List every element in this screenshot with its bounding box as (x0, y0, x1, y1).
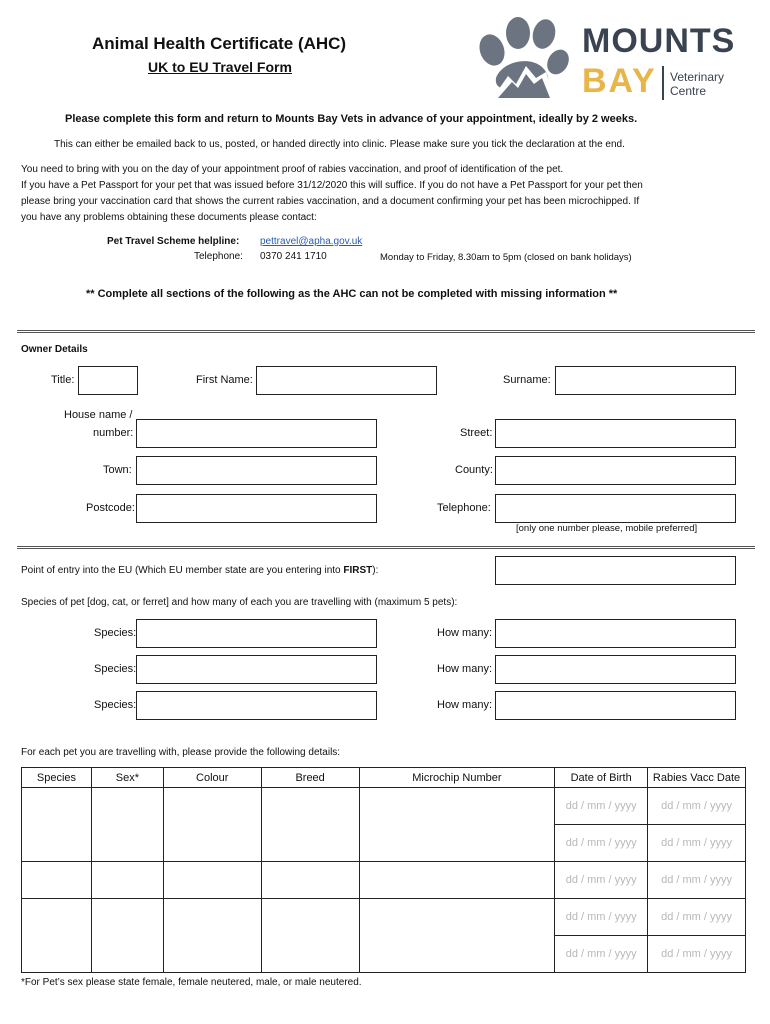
species-field-1[interactable] (136, 619, 377, 648)
surname-label: Surname: (503, 374, 551, 386)
table-row (22, 862, 746, 899)
column-header-breed: Breed (261, 768, 359, 788)
street-field[interactable] (495, 419, 736, 448)
table-row (22, 788, 746, 825)
microchip-cell[interactable] (359, 788, 555, 862)
species-label-2: Species: (94, 663, 137, 675)
intro-para-2: If you have a Pet Passport for your pet that was issued before 31/12/2020 this will suffice. If you do not have a Pet Passport for your pet then (21, 180, 643, 191)
how-many-label-3: How many: (437, 699, 493, 711)
first-name-label: First Name: (196, 374, 253, 386)
form-title: Animal Health Certificate (AHC) (92, 34, 347, 53)
species-label-3: Species: (94, 699, 137, 711)
column-header-microchip: Microchip Number (359, 768, 555, 788)
intro-line-2: This can either be emailed back to us, posted, or handed directly into clinic. Please make sure you tick the declaration at the end. (54, 139, 625, 150)
logo-veterinary: Veterinary (670, 70, 725, 84)
helpline-label: Pet Travel Scheme helpline: (107, 236, 240, 247)
column-header-sex: Sex* (91, 768, 163, 788)
entry-point-label-pre: Point of entry into the EU (Which EU member state are you entering into (21, 565, 344, 576)
intro-para-1: You need to bring with you on the day of your appointment proof of rabies vaccination, and proof of identification of the pet. (21, 164, 564, 175)
breed-cell[interactable] (261, 862, 359, 899)
pets-intro: For each pet you are travelling with, please provide the following details: (21, 747, 341, 758)
entry-point-label-bold: FIRST (343, 565, 373, 576)
mounts-bay-logo (474, 16, 748, 110)
how-many-label-1: How many: (437, 627, 493, 639)
species-intro: Species of pet [dog, cat, or ferret] and how many of each you are travelling with (maximum 5 pets): (21, 597, 458, 608)
title-field[interactable] (78, 366, 138, 395)
owner-telephone-label: Telephone: (437, 502, 491, 514)
dob-cell[interactable]: dd / mm / yyyy (555, 788, 648, 825)
entry-point-label-post: ): (372, 565, 379, 576)
species-field-2[interactable] (136, 655, 377, 684)
rabies-vacc-cell[interactable]: dd / mm / yyyy (648, 899, 746, 936)
species-field-3[interactable] (136, 691, 377, 720)
table-header-row (22, 768, 746, 788)
breed-cell[interactable] (261, 899, 359, 973)
logo-bay: BAY (582, 62, 657, 100)
first-name-field[interactable] (256, 366, 437, 395)
how-many-label-2: How many: (437, 663, 493, 675)
colour-cell[interactable] (163, 788, 261, 862)
paw-icon (474, 16, 574, 110)
town-label: Town: (103, 464, 132, 476)
intro-para-4: you have any problems obtaining these documents please contact: (21, 212, 317, 223)
dob-cell[interactable]: dd / mm / yyyy (555, 825, 648, 862)
logo-divider (662, 66, 664, 100)
section-divider (17, 330, 755, 333)
sex-cell[interactable] (91, 899, 163, 973)
helpline-email-link[interactable]: pettravel@apha.gov.uk (260, 236, 363, 247)
species-label-1: Species: (94, 627, 137, 639)
postcode-label: Postcode: (86, 502, 135, 514)
house-label-line-1: House name / (64, 409, 133, 421)
county-field[interactable] (495, 456, 736, 485)
entry-point-label (21, 565, 378, 576)
helpline-hours: Monday to Friday, 8.30am to 5pm (closed on bank holidays) (380, 252, 632, 263)
warning-text: ** Complete all sections of the following as the AHC can not be completed with missing information ** (86, 288, 618, 300)
telephone-number: 0370 241 1710 (260, 251, 327, 262)
house-field[interactable] (136, 419, 377, 448)
title-label: Title: (51, 374, 75, 386)
owner-details-heading: Owner Details (21, 344, 88, 355)
microchip-cell[interactable] (359, 899, 555, 973)
dob-cell[interactable]: dd / mm / yyyy (555, 899, 648, 936)
pet-details-table (21, 767, 746, 973)
colour-cell[interactable] (163, 862, 261, 899)
telephone-label: Telephone: (194, 251, 243, 262)
rabies-vacc-cell[interactable]: dd / mm / yyyy (648, 936, 746, 973)
street-label: Street: (460, 427, 493, 439)
owner-telephone-field[interactable] (495, 494, 736, 523)
logo-centre: Centre (670, 84, 707, 98)
sex-footnote: *For Pet’s sex please state female, female neutered, male, or male neutered. (21, 977, 362, 988)
rabies-vacc-cell[interactable]: dd / mm / yyyy (648, 788, 746, 825)
dob-cell[interactable]: dd / mm / yyyy (555, 862, 648, 899)
column-header-rabies-vacc: Rabies Vacc Date (648, 768, 746, 788)
section-divider (17, 546, 755, 549)
intro-para-3: please bring your vaccination card that shows the current rabies vaccination, and a document confirming your pet has been microchipped. If (21, 196, 640, 207)
town-field[interactable] (136, 456, 377, 485)
rabies-vacc-cell[interactable]: dd / mm / yyyy (648, 825, 746, 862)
telephone-note: [only one number please, mobile preferred] (516, 523, 698, 534)
surname-field[interactable] (555, 366, 736, 395)
species-cell[interactable] (22, 788, 92, 862)
sex-cell[interactable] (91, 788, 163, 862)
intro-bold-line: Please complete this form and return to Mounts Bay Vets in advance of your appointment, ideally by 2 weeks. (65, 113, 638, 125)
entry-point-field[interactable] (495, 556, 736, 585)
breed-cell[interactable] (261, 788, 359, 862)
colour-cell[interactable] (163, 899, 261, 973)
sex-cell[interactable] (91, 862, 163, 899)
how-many-field-1[interactable] (495, 619, 736, 648)
logo-mounts: MOUNTS (582, 22, 736, 60)
species-cell[interactable] (22, 899, 92, 973)
column-header-dob: Date of Birth (555, 768, 648, 788)
postcode-field[interactable] (136, 494, 377, 523)
species-cell[interactable] (22, 862, 92, 899)
how-many-field-3[interactable] (495, 691, 736, 720)
column-header-colour: Colour (163, 768, 261, 788)
how-many-field-2[interactable] (495, 655, 736, 684)
form-subtitle: UK to EU Travel Form (148, 59, 292, 75)
rabies-vacc-cell[interactable]: dd / mm / yyyy (648, 862, 746, 899)
microchip-cell[interactable] (359, 862, 555, 899)
column-header-species: Species (22, 768, 92, 788)
house-label-line-2: number: (93, 427, 134, 439)
table-row (22, 899, 746, 936)
dob-cell[interactable]: dd / mm / yyyy (555, 936, 648, 973)
county-label: County: (455, 464, 493, 476)
